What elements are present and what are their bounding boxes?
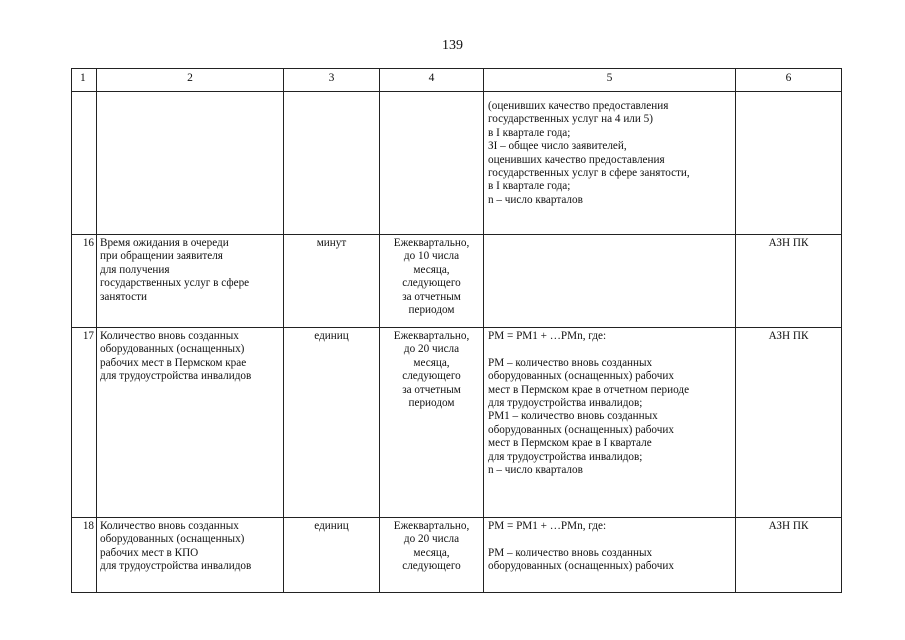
indicator-formula: PM = PM1 + …PMn, где: PM – количество вновь созданных оборудованных (оснащенных) рабочих мест в Пермском крае в отчетном периоде для трудоустройства инвалидов; PM1 – количество вновь созданных оборудованных (оснащенных) рабочих мест в Пермском крае в I квартале для трудоустройства инвалидов; n – число кварталов [484,328,736,518]
indicator-period [380,92,484,235]
indicator-unit: единиц [284,328,380,518]
header-cell-6: 6 [736,69,842,92]
page-number: 139 [442,38,463,53]
indicators-table [71,68,842,593]
header-cell-5: 5 [484,69,736,92]
indicator-name: Время ожидания в очереди при обращении заявителя для получения государственных услуг в сфере занятости [97,235,284,328]
row-number: 16 [72,235,97,328]
row-number: 18 [72,518,97,593]
header-cell-2: 2 [97,69,284,92]
table-row-18 [72,518,842,593]
indicator-name: Количество вновь созданных оборудованных (оснащенных) рабочих мест в Пермском крае для трудоустройства инвалидов [97,328,284,518]
indicator-unit: единиц [284,518,380,593]
indicator-name [97,92,284,235]
indicator-period: Ежеквартально, до 20 числа месяца, следующего [380,518,484,593]
table-row-17 [72,328,842,518]
indicator-formula: (оценивших качество предоставления государственных услуг на 4 или 5) в I квартале года; ЗI – общее число заявителей, оценивших качество предоставления государственных услуг в сфере занятости, в I квартале года; n – число кварталов [484,92,736,235]
row-number: 17 [72,328,97,518]
table-row-16 [72,235,842,328]
indicator-period: Ежеквартально, до 10 числа месяца, следующего за отчетным периодом [380,235,484,328]
indicator-source [736,92,842,235]
indicator-formula [484,235,736,328]
header-cell-4: 4 [380,69,484,92]
table-row-continuation [72,92,842,235]
header-cell-3: 3 [284,69,380,92]
indicator-formula: PM = PM1 + …PMn, где: PM – количество вновь созданных оборудованных (оснащенных) рабочих [484,518,736,593]
indicator-source: АЗН ПК [736,328,842,518]
row-number [72,92,97,235]
header-cell-1: 1 [72,69,97,92]
indicator-unit: минут [284,235,380,328]
indicator-period: Ежеквартально, до 20 числа месяца, следующего за отчетным периодом [380,328,484,518]
table-header-row [72,69,842,92]
indicator-source: АЗН ПК [736,518,842,593]
indicator-name: Количество вновь созданных оборудованных (оснащенных) рабочих мест в КПО для трудоустройства инвалидов [97,518,284,593]
indicator-source: АЗН ПК [736,235,842,328]
indicator-unit [284,92,380,235]
